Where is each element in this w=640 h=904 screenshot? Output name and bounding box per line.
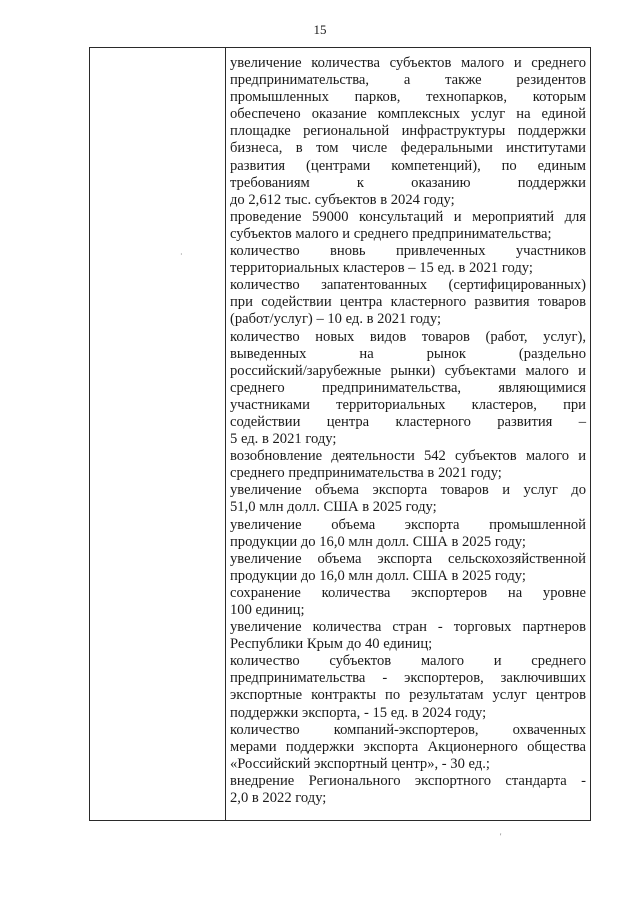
- requirement-paragraph: [230, 551, 586, 585]
- text-line: участниками территориальных кластеров, при: [230, 396, 586, 413]
- text-line: при содействии центра кластерного развития товаров: [230, 294, 586, 311]
- text-line: внедрение Регионального экспортного стандарта -: [230, 772, 586, 789]
- text-line: до 2,612 тыс. субъектов в 2024 году;: [230, 191, 455, 208]
- scan-speck: ·: [180, 250, 183, 259]
- text-line: 51,0 млн долл. США в 2025 году;: [230, 499, 437, 516]
- requirement-paragraph: [230, 517, 586, 551]
- requirement-paragraph: [230, 619, 586, 653]
- text-line: мерами поддержки экспорта Акционерного общества: [230, 738, 586, 755]
- text-line: поддержки экспорта, - 15 ед. в 2024 году;: [230, 704, 487, 721]
- requirement-paragraph: [230, 243, 586, 277]
- text-line: субъектов малого и среднего предпринимательства;: [230, 225, 552, 242]
- scan-speck: ': [500, 832, 502, 841]
- text-line: развития (центрами компетенций), по единым: [230, 157, 586, 174]
- requirement-paragraph: [230, 482, 586, 516]
- text-line: увеличение количества стран - торговых партнеров: [230, 619, 586, 636]
- requirement-paragraph: [230, 773, 586, 807]
- text-line: увеличение количества субъектов малого и среднего: [230, 55, 586, 71]
- column-divider: [225, 47, 226, 821]
- text-line: увеличение объема экспорта промышленной: [230, 516, 586, 533]
- text-line: количество субъектов малого и среднего: [230, 653, 586, 670]
- text-line: российский/зарубежные рынки) субъектами малого и: [230, 362, 586, 379]
- text-line: (работ/услуг) – 10 ед. в 2021 году;: [230, 311, 442, 328]
- text-line: сохранение количества экспортеров на уровне: [230, 584, 586, 601]
- text-line: содействии центра кластерного развития –: [230, 413, 586, 430]
- text-line: требованиям к оказанию поддержки: [230, 174, 586, 191]
- text-line: выведенных на рынок (раздельно: [230, 345, 586, 362]
- text-line: количество компаний-экспортеров, охваченных: [230, 721, 586, 738]
- text-line: количество новых видов товаров (работ, услуг),: [230, 328, 586, 345]
- text-line: количество запатентованных (сертифицированных): [230, 277, 586, 294]
- text-line: количество вновь привлеченных участников: [230, 243, 586, 260]
- text-line: промышленных парков, технопарков, которым: [230, 89, 586, 106]
- requirement-paragraph: [230, 329, 586, 449]
- text-line: 5 ед. в 2021 году;: [230, 431, 337, 448]
- text-line: продукции до 16,0 млн долл. США в 2025 году;: [230, 567, 526, 584]
- requirement-paragraph: [230, 722, 586, 773]
- text-line: экспортные контракты по результатам услуг центров: [230, 687, 586, 704]
- text-line: предпринимательства, а также резидентов: [230, 72, 586, 89]
- text-line: территориальных кластеров – 15 ед. в 2021 году;: [230, 260, 533, 277]
- text-line: проведение 59000 консультаций и мероприятий для: [230, 208, 586, 225]
- requirement-paragraph: [230, 653, 586, 721]
- text-line: увеличение объема экспорта сельскохозяйственной: [230, 550, 586, 567]
- text-line: площадке региональной инфраструктуры поддержки: [230, 123, 586, 140]
- page-number: 15: [313, 22, 327, 37]
- text-line: Республики Крым до 40 единиц;: [230, 636, 433, 653]
- text-line: увеличение объема экспорта товаров и услуг до: [230, 482, 586, 499]
- text-line: возобновление деятельности 542 субъектов малого и: [230, 448, 586, 465]
- text-line: продукции до 16,0 млн долл. США в 2025 году;: [230, 533, 526, 550]
- requirement-paragraph: [230, 277, 586, 328]
- requirement-paragraph: [230, 55, 586, 209]
- text-line: среднего предпринимательства, являющимися: [230, 379, 586, 396]
- text-line: 100 единиц;: [230, 602, 305, 618]
- text-line: среднего предпринимательства в 2021 году;: [230, 465, 502, 482]
- requirement-paragraph: [230, 209, 586, 243]
- text-line: предпринимательства - экспортеров, заключивших: [230, 670, 586, 687]
- text-line: обеспечено оказание комплексных услуг на единой: [230, 106, 586, 123]
- text-line: бизнеса, в том числе федеральными институтами: [230, 140, 586, 157]
- requirement-paragraph: [230, 585, 586, 619]
- text-line: 2,0 в 2022 году;: [230, 790, 327, 807]
- table-cell-text: [230, 55, 586, 807]
- requirement-paragraph: [230, 448, 586, 482]
- text-line: «Российский экспортный центр», - 30 ед.;: [230, 755, 490, 772]
